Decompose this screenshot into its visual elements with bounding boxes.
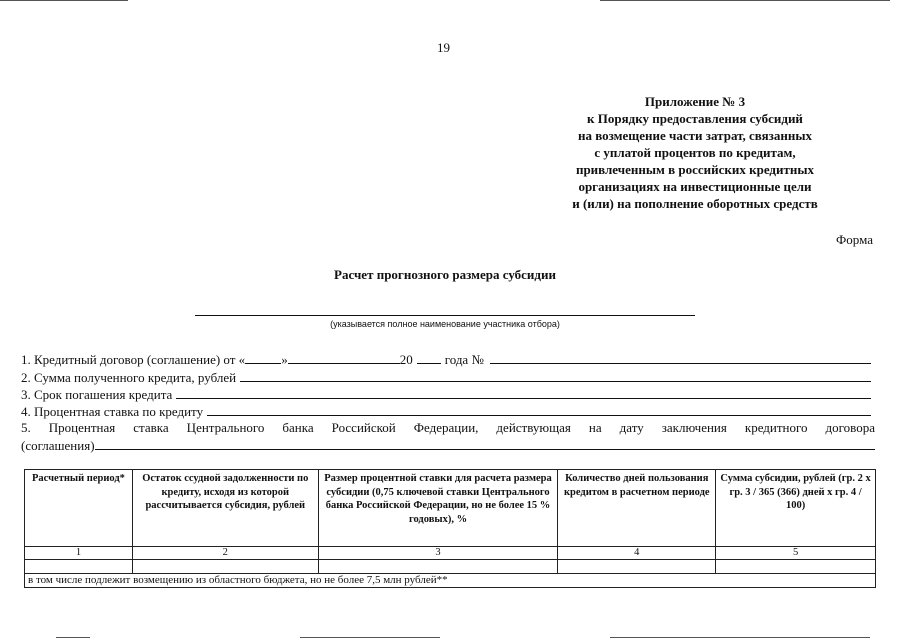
table-cell[interactable] [132,560,318,574]
subsidy-calculation-table [24,469,876,588]
contract-number-blank[interactable] [490,351,871,364]
contract-year-prefix: 20 [399,352,413,367]
field-loan-term [21,386,871,403]
table-cell[interactable] [318,560,558,574]
central-bank-rate-label: 5. Процентная ставка Центрального банка Российской Федерации, действующая на дату заключения кредитного договора [21,420,875,435]
scan-line-bottom-right [610,637,870,638]
regional-budget-note: в том числе подлежит возмещению из областного бюджета, но не более 7,5 млн рублей** [25,574,876,588]
table-footer-row [25,574,876,588]
form-label: Форма [836,232,873,247]
page-number: 19 [437,40,450,55]
table-cell[interactable] [25,560,133,574]
header-interest-rate: Размер процентной ставки для расчета размера субсидии (0,75 ключевой ставки Центрального банка Российской Федерации, но не более 15 % годовых), % [318,470,558,547]
appendix-line: организациях на инвестиционные цели [578,179,812,194]
column-number: 2 [132,547,318,560]
appendix-line: Приложение № 3 [644,94,746,109]
table-column-numbers-row [25,547,876,560]
loan-amount-blank[interactable] [240,369,871,382]
scan-line-bottom-left [56,637,90,638]
header-subsidy-amount: Сумма субсидии, рублей (гр. 2 х гр. 3 / 365 (366) дней х гр. 4 / 100) [716,470,876,547]
contract-day-blank[interactable] [245,351,281,364]
header-days: Количество дней пользования кредитом в расчетном периоде [558,470,716,547]
appendix-header [520,93,870,212]
appendix-line: привлеченным в российских кредитных [575,162,815,177]
contract-quote-close: » [281,352,288,367]
interest-rate-blank[interactable] [207,403,871,416]
contract-month-blank[interactable] [288,351,400,364]
appendix-line: с уплатой процентов по кредитам, [594,145,796,160]
central-bank-rate-blank[interactable] [95,437,875,450]
scan-line-top-right [600,0,890,1]
field-central-bank-rate [21,437,875,454]
appendix-line: на возмещение части затрат, связанных [577,128,813,143]
table-header-row [25,470,876,547]
appendix-line: и (или) на пополнение оборотных средств [572,196,818,211]
column-number: 5 [716,547,876,560]
loan-amount-label: 2. Сумма полученного кредита, рублей [21,370,237,385]
appendix-line: к Порядку предоставления субсидий [587,111,803,126]
table-cell[interactable] [558,560,716,574]
header-loan-balance: Остаток ссудной задолженности по кредиту, исходя из которой рассчитывается субсидия, рублей [132,470,318,547]
table-cell[interactable] [716,560,876,574]
scan-line-bottom-mid [300,637,440,638]
column-number: 1 [25,547,133,560]
column-number: 4 [558,547,716,560]
interest-rate-label: 4. Процентная ставка по кредиту [21,404,204,419]
field-loan-amount [21,369,871,386]
document-title: Расчет прогнозного размера субсидии [334,267,556,282]
scan-line-top-left [0,0,128,1]
field-contract-label: 1. Кредитный договор (соглашение) от « [21,352,246,367]
contract-year-blank[interactable] [417,351,441,364]
central-bank-rate-label-cont: (соглашения) [21,438,95,453]
participant-name-hint: (указывается полное наименование участника отбора) [330,319,560,329]
loan-term-blank[interactable] [176,386,871,399]
participant-name-field[interactable] [195,314,695,316]
field-interest-rate [21,403,871,420]
header-period: Расчетный период* [25,470,133,547]
column-number: 3 [318,547,558,560]
contract-number-label: года № [444,352,484,367]
loan-term-label: 3. Срок погашения кредита [21,387,173,402]
table-row [25,560,876,574]
field-contract [21,351,871,368]
